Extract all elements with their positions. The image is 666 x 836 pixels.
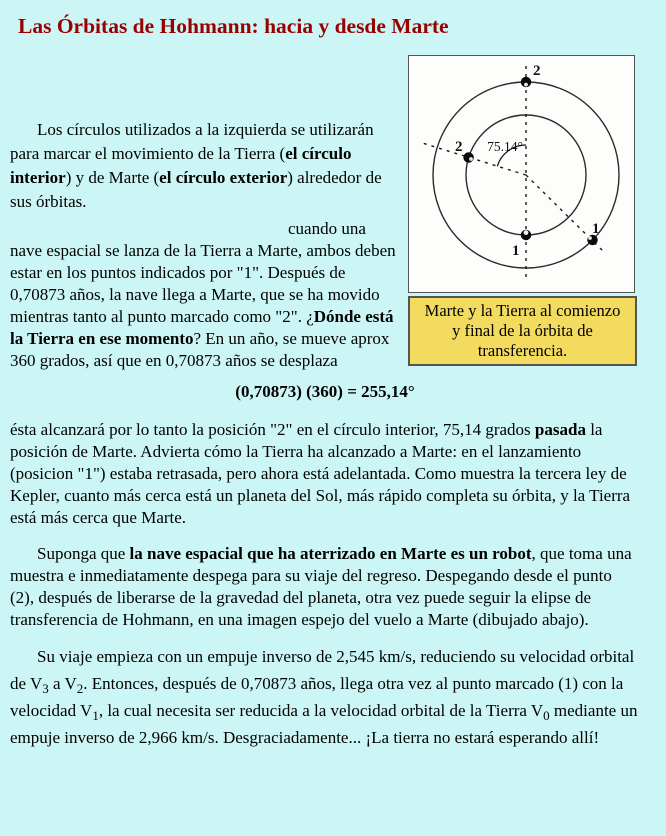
earth-position-2-dot: [464, 153, 474, 163]
paragraph-launch-to-mars: cuando una nave espacial se lanza de la Tierra a Marte, ambos deben estar en los puntos indicados por "1". Después de 0,70873 años, la nave llega a Marte, que se ha movido mientras tanto al punto marcado como "2". ¿Dónde está la Tierra en ese momento? En un año, se mueve aprox 360 grados, así que en 0,70873 años se desplaza: [10, 219, 396, 370]
figure-caption-line: transferencia.: [477, 341, 568, 360]
paragraph-return-velocities: Su viaje empieza con un empuje inverso de 2,545 km/s, reduciendo su velocidad orbital de $V_3$ a $V_2$. Entonces, después de 0,70873 años, llega otra vez al punto marcado (1) con la velocidad $V_1$, la cual necesita ser reducida a la velocidad orbital de la Tierra $V_0$ mediante un empuje inverso de 2,966 km/s. Desgraciadamente... ¡La tierra no estará esperando allí!: [10, 647, 638, 747]
orbit-diagram: [408, 55, 635, 293]
paragraph-earth-position: ésta alcanzará por lo tanto la posición "2" en el círculo interior, 75,14 grados pasada la posición de Marte. Advierta cómo la Tierra ha alcanzado a Marte: en el lanzamiento (posicion "1") estaba retrasada, pero ahora está adelantada. Como muestra la tercera ley de Kepler, cuanto más cerca está un planeta del Sol, más rápido completa su órbita, y la Tierra está más cerca que Marte.: [10, 420, 631, 527]
orbit-figure: [408, 55, 637, 366]
orbit-diagram-svg: [409, 56, 634, 292]
figure-caption-line: y final de la órbita de: [452, 321, 593, 340]
mars-end-label: 2: [533, 63, 541, 79]
figure-caption: [408, 296, 637, 366]
mars-start-label: 1: [592, 221, 600, 237]
figure-caption-line: Marte y la Tierra al comienzo: [424, 301, 621, 320]
page-title: Las Órbitas de Hohmann: hacia y desde Marte: [18, 14, 449, 38]
page: [0, 14, 666, 751]
paragraph-robot-return: Suponga que la nave espacial que ha aterrizado en Marte es un robot, que toma una muestra e inmediatamente despega para su viaje del regreso. Despegando desde el punto (2), después de liberarse de la gravedad del planeta, otra vez puede seguir la elipse de transferencia de Hohmann, en una imagen espejo del vuelo a Marte (dibujado abajo).: [10, 544, 632, 629]
angle-value-label: 75.14°: [487, 139, 523, 154]
paragraph-circles-intro: Los círculos utilizados a la izquierda se utilizarán para marcar el movimiento de la Tierra (el círculo interior) y de Marte (el círculo exterior) alrededor de sus órbitas.: [10, 120, 382, 211]
earth-position-1-dot: [521, 230, 531, 240]
earth-end-label: 2: [455, 139, 463, 155]
equation-degrees: (0,70873) (360) = 255,14°: [235, 382, 415, 401]
earth-start-label: 1: [512, 243, 520, 259]
mars-position-2-dot: [521, 77, 531, 87]
